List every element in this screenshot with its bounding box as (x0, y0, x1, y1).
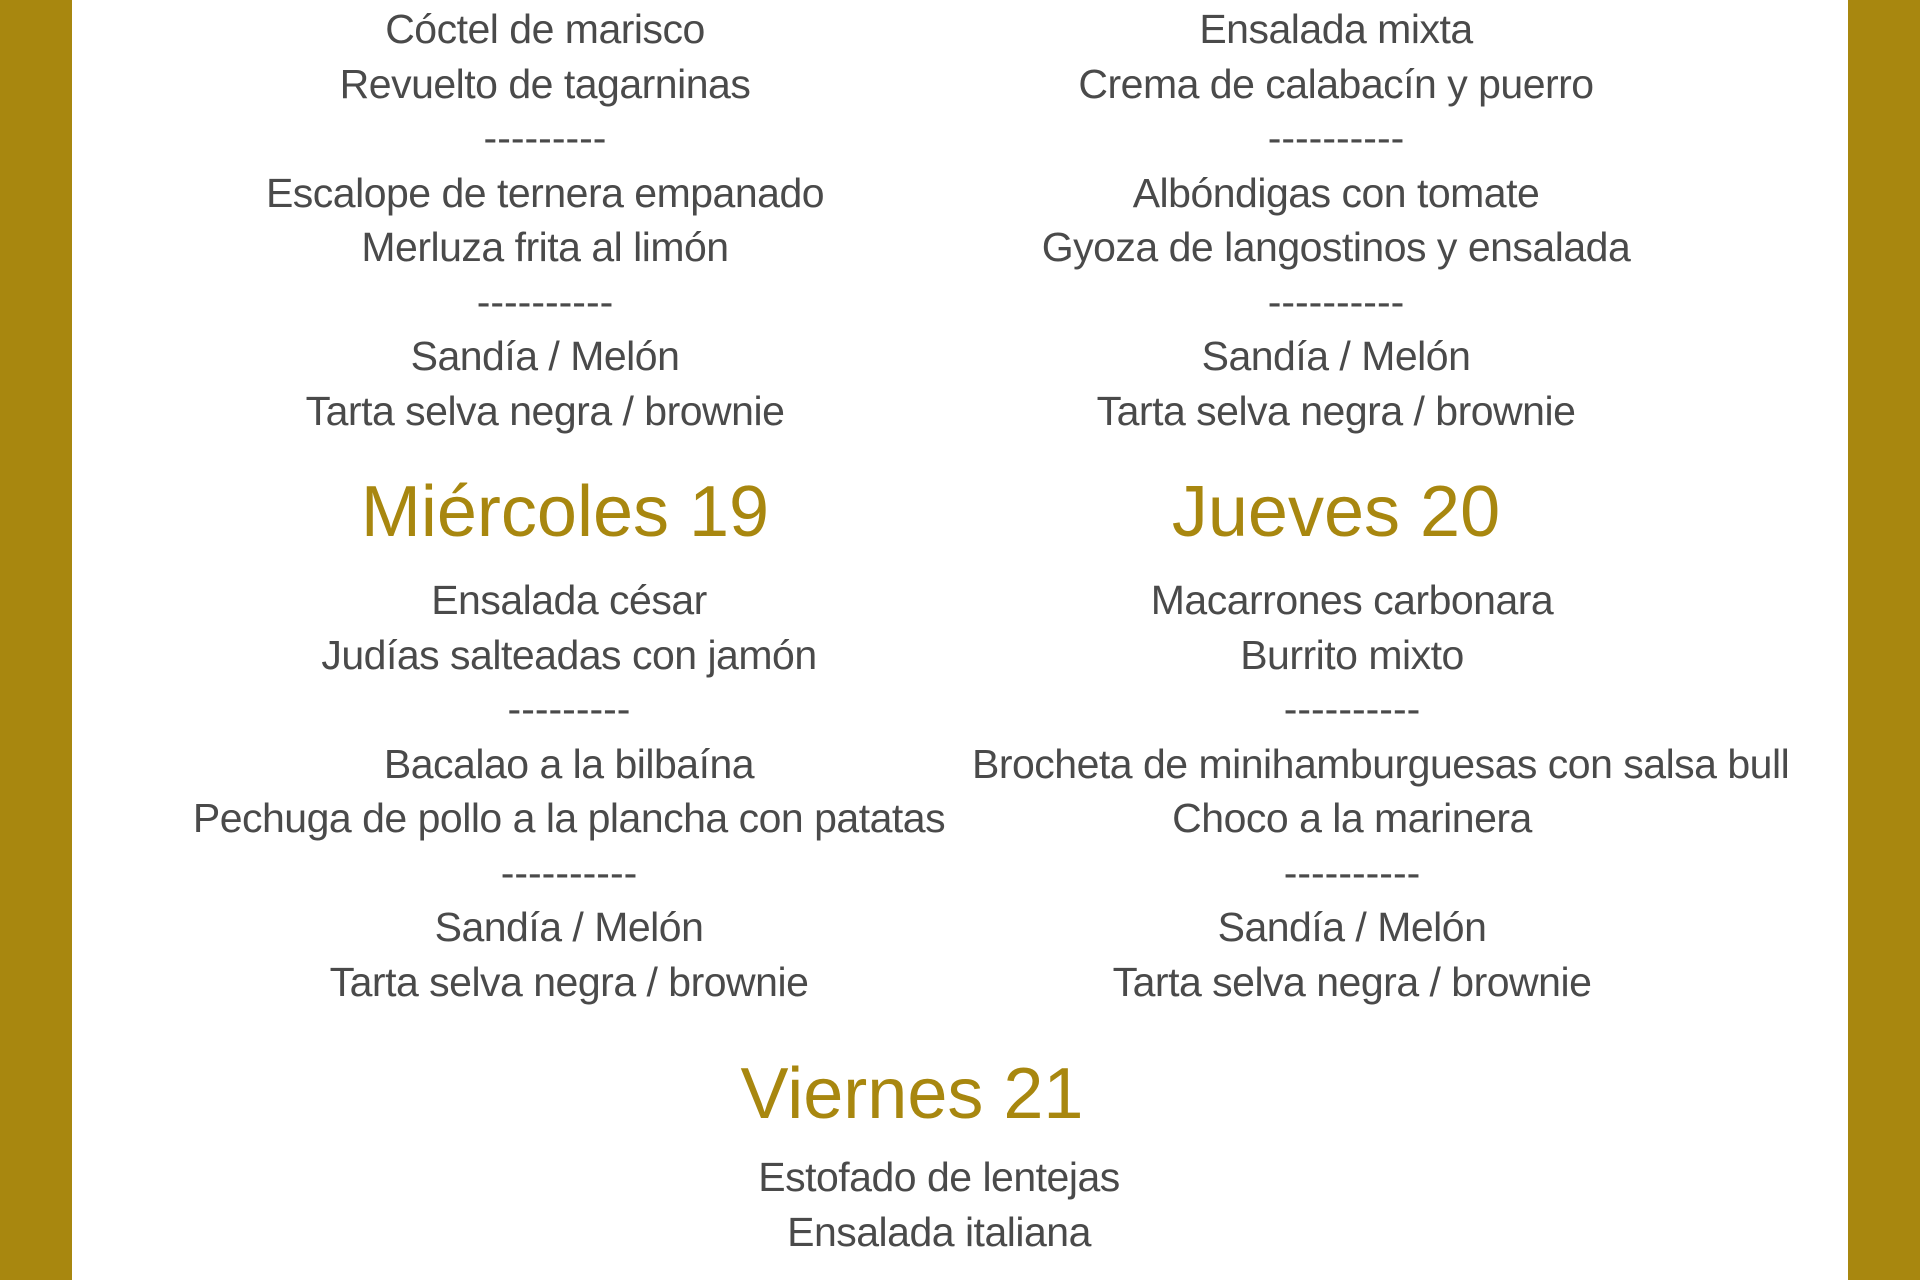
separator: --------- (483, 115, 607, 161)
menu-block-top-left (165, 2, 925, 438)
menu-item: Crema de calabacín y puerro (1078, 60, 1594, 107)
menu-item: Ensalada césar (431, 577, 707, 623)
separator: ---------- (1267, 115, 1405, 161)
menu-item: Albóndigas con tomate (1132, 169, 1540, 216)
separator: ---------- (500, 849, 638, 896)
menu-item: Sandía / Melón (434, 904, 704, 950)
menu-block-wednesday (189, 573, 949, 1009)
menu-item: Revuelto de tagarninas (339, 60, 751, 107)
menu-item: Bacalao a la bilbaína (383, 740, 755, 787)
menu-item: Merluza frita al limón (361, 224, 729, 270)
menu-item: Pechuga de pollo a la plancha con patatas (192, 795, 946, 841)
menu-item: Brocheta de minihamburguesas con salsa bull (972, 740, 1790, 787)
menu-block-top-right (956, 2, 1716, 438)
day-title-friday: Viernes 21 (740, 1054, 1084, 1134)
menu-item: Choco a la marinera (1172, 795, 1532, 841)
menu-block-thursday (972, 573, 1790, 1009)
menu-item: Cóctel de marisco (385, 6, 705, 52)
menu-item: Gyoza de langostinos y ensalada (1041, 224, 1631, 270)
menu-item: Escalope de ternera empanado (265, 169, 825, 216)
menu-item: Estofado de lentejas (758, 1154, 1120, 1200)
menu-block-friday (559, 1150, 1319, 1259)
day-title-wednesday: Miércoles 19 (360, 472, 770, 552)
gold-border-right (1848, 0, 1920, 1280)
menu-item: Tarta selva negra / brownie (1096, 387, 1576, 434)
menu-item: Tarta selva negra / brownie (1112, 958, 1592, 1005)
menu-item: Sandía / Melón (1201, 333, 1471, 379)
separator: ---------- (1283, 849, 1421, 896)
menu-item: Ensalada italiana (787, 1208, 1091, 1255)
separator: ---------- (476, 278, 614, 325)
gold-border-left (0, 0, 72, 1280)
menu-item: Burrito mixto (1240, 631, 1464, 678)
menu-item: Sandía / Melón (1217, 904, 1487, 950)
menu-item: Ensalada mixta (1199, 6, 1473, 52)
menu-item: Macarrones carbonara (1150, 577, 1554, 623)
menu-item: Tarta selva negra / brownie (329, 958, 809, 1005)
menu-item: Judías salteadas con jamón (321, 631, 817, 678)
separator: --------- (507, 686, 631, 732)
menu-item: Sandía / Melón (410, 333, 680, 379)
menu-item: Tarta selva negra / brownie (305, 387, 785, 434)
day-title-thursday: Jueves 20 (1171, 472, 1501, 552)
separator: ---------- (1283, 686, 1421, 732)
separator: ---------- (1267, 278, 1405, 325)
